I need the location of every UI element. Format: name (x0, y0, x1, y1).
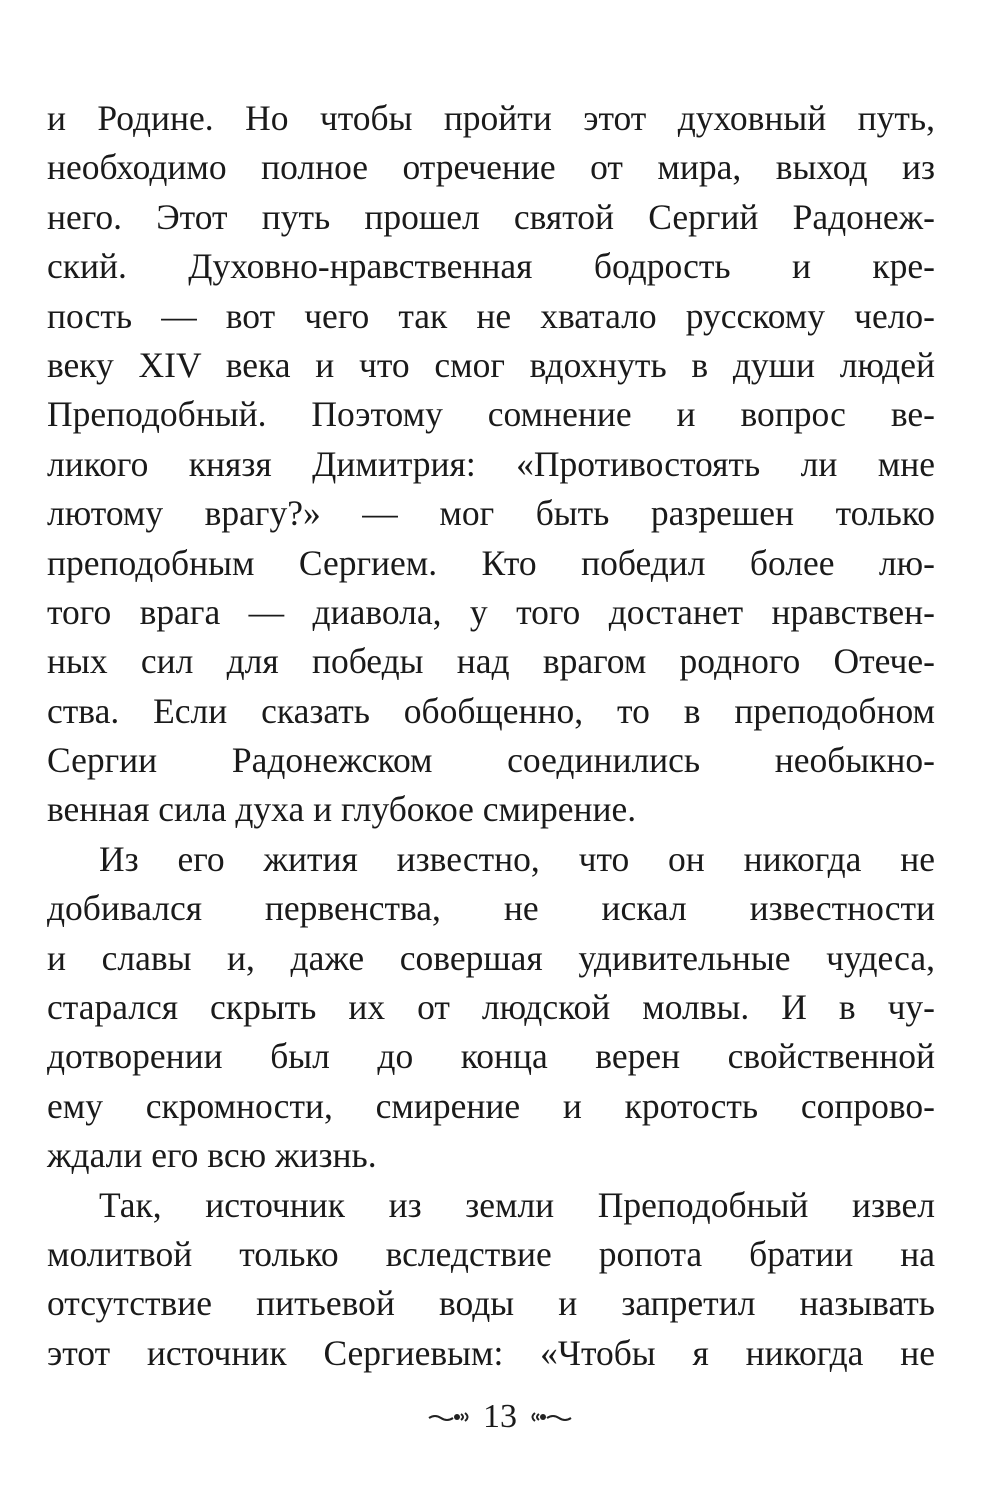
text-line: этот источник Сергиевым: «Чтобы я никогда не (47, 1332, 935, 1373)
text-line: и славы и, даже совершая удивительные чудеса, (47, 937, 935, 978)
text-line: Сергии Радонежском соединились необыкно- (47, 740, 935, 781)
text-line: Преподобный. Поэтому сомнение и вопрос ве- (47, 394, 935, 435)
text-line: отсутствие питьевой воды и запретил называть (47, 1283, 935, 1324)
text-line: венная сила духа и глубокое смирение. (47, 789, 637, 830)
text-line: него. Этот путь прошел святой Сергий Радонеж- (47, 196, 935, 237)
text-line: ский. Духовно-нравственная бодрость и кре- (47, 246, 935, 287)
text-line: Так, источник из земли Преподобный извел (99, 1184, 935, 1225)
text-line: преподобным Сергием. Кто победил более лю- (47, 542, 935, 583)
text-line: старался скрыть их от людской молвы. И в чу- (47, 987, 935, 1028)
text-line: лютому врагу?» — мог быть разрешен только (47, 493, 935, 534)
body-text (47, 94, 935, 1378)
text-line: веку XIV века и что смог вдохнуть в души людей (47, 344, 935, 385)
text-line: ных сил для победы над врагом родного Отече- (47, 641, 935, 682)
text-line: ликого князя Димитрия: «Противостоять ли мне (47, 443, 935, 484)
text-line: того врага — диавола, у того достанет нравствен- (47, 591, 935, 632)
text-line: молитвой только вследствие ропота братии на (47, 1233, 935, 1274)
text-line: необходимо полное отречение от мира, выход из (47, 147, 935, 188)
text-line: и Родине. Но чтобы пройти этот духовный путь, (47, 98, 935, 138)
page-number: 13 (483, 1398, 517, 1435)
text-line: дотворении был до конца верен свойственной (47, 1036, 935, 1077)
right-ornament-icon (529, 1409, 573, 1425)
text-line: ему скромности, смирение и кротость сопрово- (47, 1085, 935, 1126)
left-ornament-icon (427, 1409, 471, 1425)
page-footer (0, 1398, 1000, 1436)
text-line: ждали его всю жизнь. (47, 1135, 377, 1176)
text-line: добивался первенства, не искал известности (47, 888, 935, 929)
text-line: ства. Если сказать обобщенно, то в преподобном (47, 690, 935, 731)
text-line: пость — вот чего так не хватало русскому чело- (47, 295, 935, 336)
text-line: Из его жития известно, что он никогда не (99, 838, 935, 879)
